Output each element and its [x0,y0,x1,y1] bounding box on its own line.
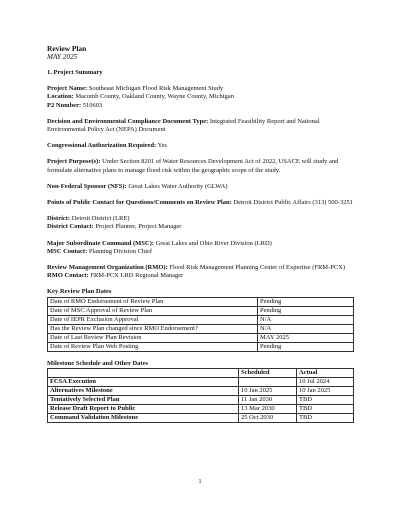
field-label: Non-Federal Sponsor (NFS): [47,182,127,190]
field-value: Under Section 8201 of Water Resources Development Act of 2022, USACE will study and formulate alternative plans to manage flood risk within the geographic scope of the study. [47,158,339,174]
rmo-contact-field [47,272,353,280]
field-value: 510603 [82,101,103,109]
project-purpose-field [47,158,353,174]
page-number: 1 [198,478,202,485]
field-value: Project Planner, Project Manager [95,223,182,231]
table-row [48,297,354,306]
field-value: FRM-PCX LRD Regional Manager [90,272,184,280]
field-label: P2 Number: [47,101,82,109]
milestone-actual: TBD [297,395,354,404]
table-row [48,413,354,422]
field-value: Detroit District (LRE) [71,215,130,223]
district-contact-field [47,223,353,231]
header-cell-actual: Actual [297,368,354,377]
field-label: Major Subordinate Command (MSC): [47,239,154,247]
field-value: Yes [157,142,168,150]
milestone-scheduled: 11 Jan 2030 [239,395,297,404]
table-row [48,386,354,395]
field-value: Southeast Michigan Flood Risk Management Study [88,85,224,93]
milestone-name: Release Draft Report to Public [48,404,239,413]
field-label: District Contact: [47,223,94,231]
field-label: Location: [47,93,74,101]
document-date: MAY 2025 [47,53,78,61]
congressional-authorization-field [47,142,353,150]
milestone-actual: TBD [297,413,354,422]
milestone-scheduled: 10 Jan 2025 [239,386,297,395]
milestone-title: Milestone Schedule and Other Dates [47,359,148,367]
field-value: Planning Division Chief [88,247,153,255]
table-row [48,306,354,315]
key-date-value: Pending [258,297,354,306]
location-field [47,93,353,101]
msc-contact-field [47,248,353,256]
decision-document-field [47,118,353,134]
key-date-label: Date of Last Review Plan Revision [48,333,258,342]
key-date-value: N/A [258,315,354,324]
table-row [48,324,354,333]
table-header-row [48,368,354,377]
field-value: Integrated Feasibility Report and National Environmental Policy Act (NEPA) Document [47,117,320,134]
table-row [48,333,354,342]
field-value: Flood Risk Management Planning Center of Expertise (FRM-PCX) [169,264,346,272]
field-label: Points of Public Contact for Questions/Comments on Review Plan: [47,199,232,207]
document-page [47,44,353,423]
milestone-actual: 10 Jul 2024 [297,377,354,386]
key-date-label: Has the Review Plan changed since RMO Endorsement? [48,324,258,333]
sponsor-field [47,183,353,191]
milestone-scheduled: 25 Oct 2030 [239,413,297,422]
field-value: Great Lakes and Ohio River Division (LRD) [155,239,272,247]
key-date-value: N/A [258,324,354,333]
field-label: District: [47,215,71,223]
table-row [48,377,354,386]
project-name-field [47,85,353,93]
p2-number-field [47,102,353,110]
key-date-value: Pending [258,306,354,315]
milestone-actual: TBD [297,404,354,413]
district-field [47,215,353,223]
field-label: Congressional Authorization Required: [47,142,157,150]
field-value: Macomb County, Oakland County, Wayne County, Michigan [75,93,234,101]
field-label: MSC Contact: [47,247,88,255]
table-row [48,342,354,351]
public-contact-field [47,199,353,207]
milestone-name: FCSA Execution [48,377,239,386]
milestone-scheduled [239,377,297,386]
section-heading: 1. Project Summary [47,69,103,76]
field-label: RMO Contact: [47,272,89,280]
milestone-name: Command Validation Milestone [48,413,239,422]
table-row [48,315,354,324]
key-dates-table [47,297,354,352]
key-date-value: MAY 2025 [258,333,354,342]
field-label: Decision and Environmental Compliance Document Type: [47,117,209,125]
key-date-label: Date of IEPR Exclusion Approval [48,315,258,324]
key-dates-title: Key Review Plan Dates [47,288,112,296]
document-title: Review Plan [47,44,87,53]
field-label: Review Management Organization (RMO): [47,264,168,272]
milestone-name: Alternatives Milestone [48,386,239,395]
key-date-label: Date of Review Plan Web Posting [48,342,258,351]
field-label: Project Purpose(s): [47,158,101,166]
milestone-name: Tentatively Selected Plan [48,395,239,404]
key-date-label: Date of RMO Endorsement of Review Plan [48,297,258,306]
key-date-value: Pending [258,342,354,351]
milestone-actual: 10 Jan 2025 [297,386,354,395]
field-value: Great Lakes Water Authority (GLWA) [128,182,228,190]
header-cell-blank [48,368,239,377]
field-label: Project Name: [47,85,88,93]
milestone-table [47,368,354,423]
rmo-field [47,264,353,272]
table-row [48,404,354,413]
table-row [48,395,354,404]
milestone-scheduled: 13 Mar 2030 [239,404,297,413]
key-date-label: Date of MSC Approval of Review Plan [48,306,258,315]
field-value: Detroit District Public Affairs (313) 500-3251 [233,199,353,207]
msc-field [47,240,353,248]
header-cell-scheduled: Scheduled [239,368,297,377]
